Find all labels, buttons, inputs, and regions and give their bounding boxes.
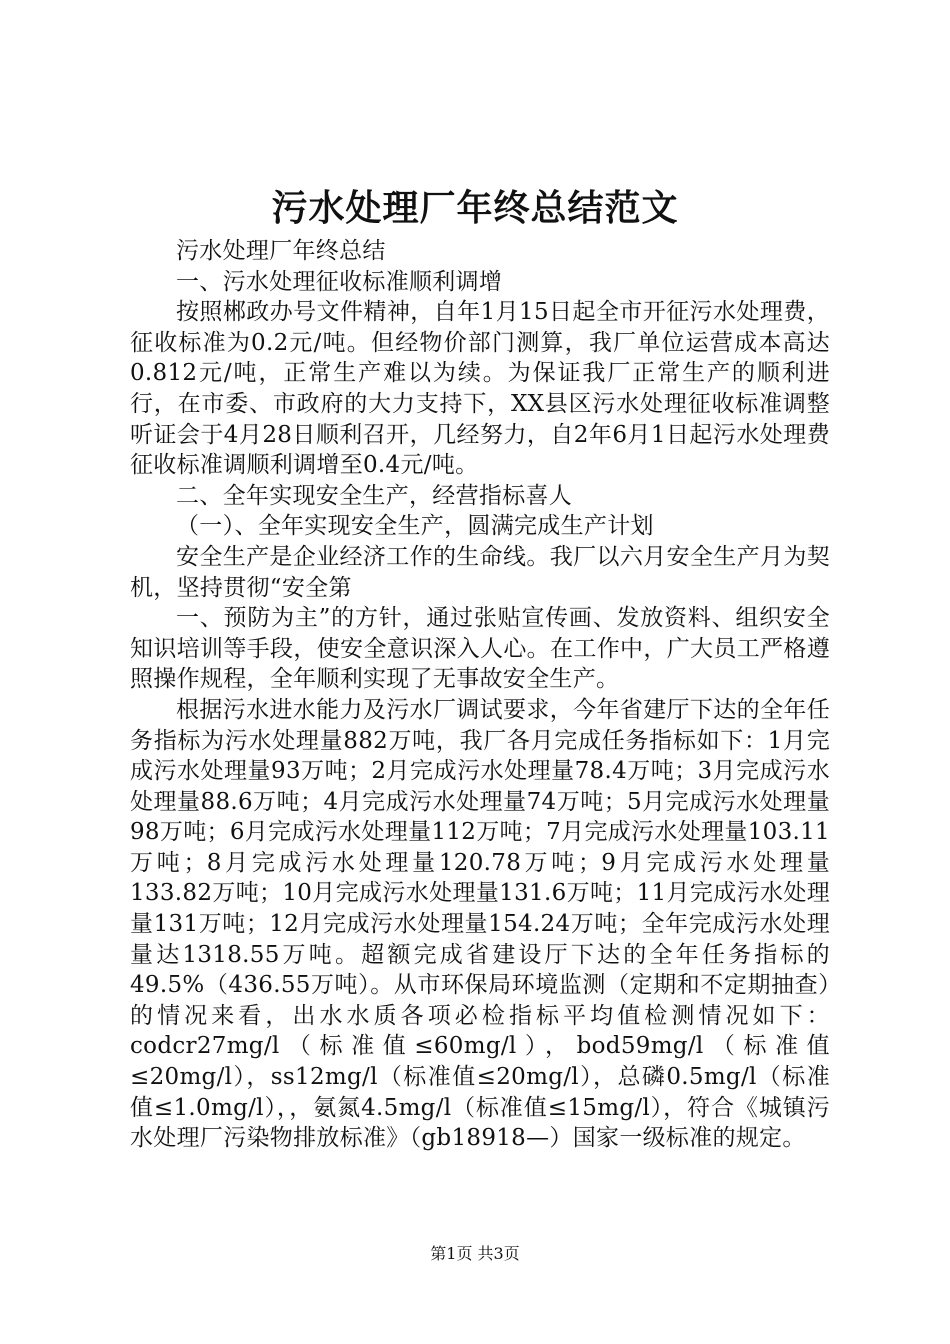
document-body: [130, 236, 830, 1154]
document-title: 污水处理厂年终总结范文: [271, 187, 679, 229]
page-footer: 第1页 共3页: [430, 1244, 520, 1263]
paragraph-subtitle: 污水处理厂年终总结: [176, 238, 386, 264]
paragraph-safety-policy: 一、预防为主”的方针，通过张贴宣传画、发放资料、组织安全知识培训等手段，使安全意识深入人心。在工作中，广大员工严格遵照操作规程，全年顺利实现了无事故安全生产。: [130, 605, 830, 693]
paragraph-production-stats: 根据污水进水能力及污水厂调试要求，今年省建厅下达的全年任务指标为污水处理量882万吨，我厂各月完成任务指标如下：1月完成污水处理量93万吨；2月完成污水处理量78.4万吨；3月完成污水处理量88.6万吨；4月完成污水处理量74万吨；5月完成污水处理量98万吨；6月完成污水处理量112万吨；7月完成污水处理量103.11万吨；8月完成污水处理量120.78万吨；9月完成污水处理量133.82万吨；10月完成污水处理量131.6万吨；11月完成污水处理量131万吨；12月完成污水处理量154.24万吨；全年完成污水处理量达1318.55万吨。超额完成省建设厅下达的全年任务指标的49.5%（436.55万吨）。从市环保局环境监测（定期和不定期抽查）的情况来看，出水水质各项必检指标平均值检测情况如下：codcr27mg/l（标准值≤60mg/l），bod59mg/l（标准值≤20mg/l），ss12mg/l（标准值≤20mg/l），总磷0.5mg/l（标准值≤1.0mg/l），，氨氮4.5mg/l（标准值≤15mg/l），符合《城镇污水处理厂污染物排放标准》（gb18918—）国家一级标准的规定。: [130, 696, 830, 1152]
paragraph-safety-intro: 安全生产是企业经济工作的生命线。我厂以六月安全生产月为契机，坚持贯彻“安全第: [130, 543, 830, 601]
paragraph-fee-adjustment: 按照郴政办号文件精神，自年1月15日起全市开征污水处理费，征收标准为0.2元/吨。但经物价部门测算，我厂单位运营成本高达0.812元/吨，正常生产难以为续。为保证我厂正常生产的顺利进行，在市委、市政府的大力支持下，XX县区污水处理征收标准调整听证会于4月28日顺利召开，几经努力，自2年6月1日起污水处理费征收标准调顺利调增至0.4元/吨。: [130, 299, 830, 479]
paragraph-subheading-2-1: （一）、全年实现安全生产，圆满完成生产计划: [176, 513, 654, 540]
paragraph-heading-2: 二、全年实现安全生产，经营指标喜人: [176, 482, 573, 509]
paragraph-heading-1: 一、污水处理征收标准顺利调增: [176, 268, 503, 295]
